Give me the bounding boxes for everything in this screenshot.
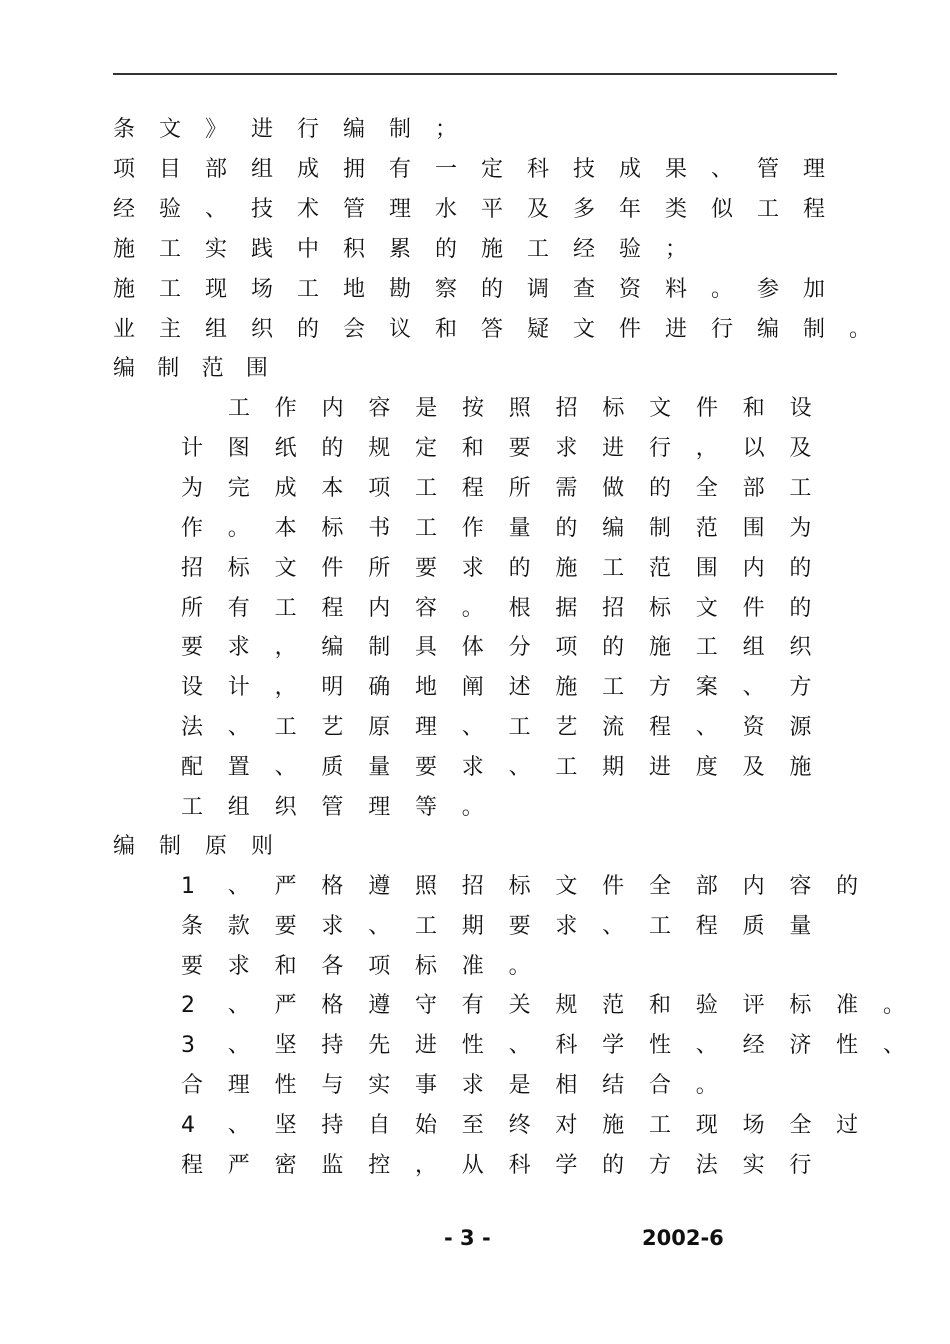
footer-date: 2002-6 xyxy=(642,1226,724,1250)
text-line: 条 款 要 求 、 工 期 要 求 、 工 程 质 量 xyxy=(181,914,812,939)
text-line: 要 求 ， 编 制 具 体 分 项 的 施 工 组 织 xyxy=(181,635,812,660)
text-line: 经 验 、 技 术 管 理 水 平 及 多 年 类 似 工 程 xyxy=(113,197,826,222)
text-line: 作 。 本 标 书 工 作 量 的 编 制 范 围 为 xyxy=(181,516,812,541)
page-number: - 3 - xyxy=(444,1226,491,1250)
text-line: 设 计 ， 明 确 地 阐 述 施 工 方 案 、 方 xyxy=(181,675,812,700)
text-line: 条 文 》 进 行 编 制 ； xyxy=(113,117,458,142)
text-line: 3 、 坚 持 先 进 性 、 科 学 性 、 经 济 性 、 xyxy=(181,1033,905,1058)
text-line: 配 置 、 质 量 要 求 、 工 期 进 度 及 施 xyxy=(181,755,812,780)
text-line: 所 有 工 程 内 容 。 根 据 招 标 文 件 的 xyxy=(181,596,812,621)
header-rule xyxy=(113,73,837,75)
section-heading: 编 制 范 围 xyxy=(113,356,268,381)
text-line: 2 、 严 格 遵 守 有 关 规 范 和 验 评 标 准 。 xyxy=(181,993,905,1018)
text-line: 4 、 坚 持 自 始 至 终 对 施 工 现 场 全 过 xyxy=(181,1113,859,1138)
text-line: 工 作 内 容 是 按 照 招 标 文 件 和 设 xyxy=(228,396,812,421)
text-line: 招 标 文 件 所 要 求 的 施 工 范 围 内 的 xyxy=(181,556,812,581)
text-line: 计 图 纸 的 规 定 和 要 求 进 行 ， 以 及 xyxy=(181,436,812,461)
text-line: 1 、 严 格 遵 照 招 标 文 件 全 部 内 容 的 xyxy=(181,874,859,899)
text-line: 程 严 密 监 控 ， 从 科 学 的 方 法 实 行 xyxy=(181,1153,812,1178)
text-line: 业 主 组 织 的 会 议 和 答 疑 文 件 进 行 编 制 。 xyxy=(113,317,872,342)
section-heading: 编 制 原 则 xyxy=(113,834,274,859)
text-line: 项 目 部 组 成 拥 有 一 定 科 技 成 果 、 管 理 xyxy=(113,157,826,182)
text-line: 法 、 工 艺 原 理 、 工 艺 流 程 、 资 源 xyxy=(181,715,812,740)
text-line: 工 组 织 管 理 等 。 xyxy=(181,795,484,820)
text-line: 要 求 和 各 项 标 准 。 xyxy=(181,954,531,979)
text-line: 为 完 成 本 项 工 程 所 需 做 的 全 部 工 xyxy=(181,476,812,501)
text-line: 施 工 实 践 中 积 累 的 施 工 经 验 ； xyxy=(113,237,688,262)
text-line: 施 工 现 场 工 地 勘 察 的 调 查 资 料 。 参 加 xyxy=(113,277,826,302)
text-line: 合 理 性 与 实 事 求 是 相 结 合 。 xyxy=(181,1073,718,1098)
